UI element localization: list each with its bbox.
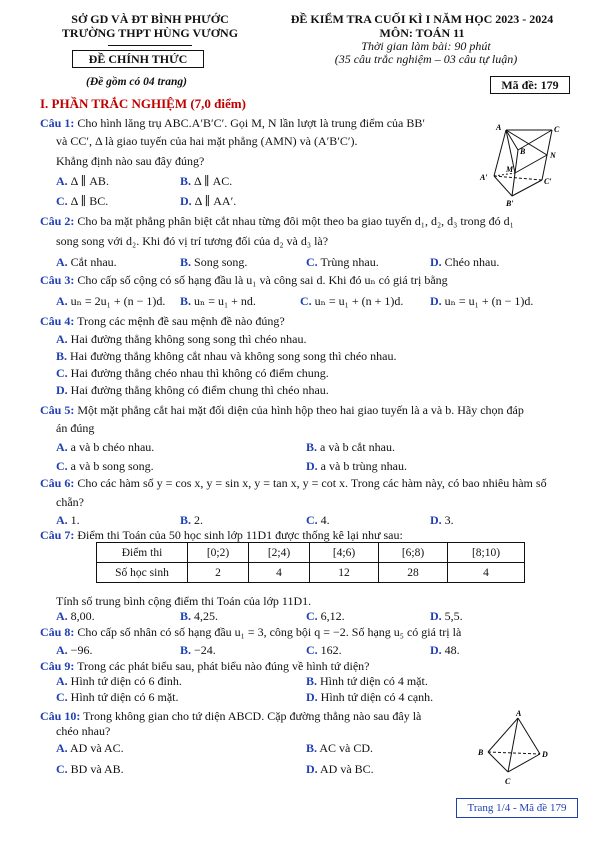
pages-note: (Đề gồm có 04 trang) <box>86 76 187 88</box>
question-10 <box>40 709 480 724</box>
question-text: Tính số trung bình cộng điểm thi Toán của lớp 11D1. <box>56 594 312 608</box>
option-c[interactable]: C. 4. <box>306 513 330 527</box>
question-text: Trong các mệnh đề sau mệnh đề nào đúng? <box>77 314 285 328</box>
option-c[interactable]: C. BD và AB. <box>56 762 124 776</box>
option-d[interactable]: D. Hai đường thẳng không có điểm chung thì chéo nhau. <box>56 383 329 397</box>
question-label: Câu 3: <box>40 273 75 287</box>
option-c[interactable]: C. 6,12. <box>306 609 345 623</box>
question-label: Câu 10: <box>40 709 81 723</box>
tetra-label-c: C <box>505 777 511 786</box>
option-d[interactable]: D. 48. <box>430 643 460 657</box>
table-cell: 4 <box>448 563 525 583</box>
prism-label-b-prime: B′ <box>506 199 514 208</box>
option-a[interactable]: A. AD và AC. <box>56 741 124 755</box>
question-text: Cho cấp số cộng có số hạng đầu là u₁ và công sai d. Khi đó uₙ có giá trị bằng <box>77 273 448 287</box>
option-a[interactable]: A. 8,00. <box>56 609 95 623</box>
table-cell: 12 <box>310 563 379 583</box>
option-b[interactable]: B. uₙ = u₁ + nd. <box>180 294 256 308</box>
table-cell: [2;4) <box>249 543 310 563</box>
option-b[interactable]: B. Hai đường thẳng không cắt nhau và không song song thì chéo nhau. <box>56 349 397 363</box>
option-b[interactable]: B. a và b cắt nhau. <box>306 440 395 454</box>
exam-header <box>282 12 562 40</box>
table-cell: [0;2) <box>188 543 249 563</box>
tetra-label-d: D <box>542 750 548 759</box>
question-2 <box>40 214 580 229</box>
official-badge: ĐỀ CHÍNH THỨC <box>72 50 204 68</box>
option-c[interactable]: C. a và b song song. <box>56 459 154 473</box>
exam-time: Thời gian làm bài: 90 phút <box>361 39 491 53</box>
option-a[interactable]: A. Cắt nhau. <box>56 255 117 269</box>
question-label: Câu 1: <box>40 116 75 130</box>
option-b[interactable]: B. Song song. <box>180 255 248 269</box>
option-b[interactable]: B. Δ ∥ AC. <box>180 174 233 188</box>
score-table <box>96 542 525 583</box>
question-text: Cho ba mặt phẳng phân biệt cắt nhau từng đôi một theo ba giao tuyến d₁, d₂, d₃ trong đó d₁ <box>77 214 514 228</box>
exam-format: (35 câu trắc nghiệm – 03 câu tự luận) <box>334 52 518 66</box>
question-text: chẵn? <box>56 495 84 509</box>
prism-figure <box>476 118 568 210</box>
option-d[interactable]: D. 3. <box>430 513 454 527</box>
option-d[interactable]: D. a và b trùng nhau. <box>306 459 407 473</box>
question-text: Trong các phát biểu sau, phát biểu nào đúng về hình tứ diện? <box>77 659 370 673</box>
prism-label-c-prime: C′ <box>544 177 552 186</box>
question-text: Cho các hàm số y = cos x, y = sin x, y = tan x, y = cot x. Trong các hàm này, có bao nhiêu hàm số <box>77 476 547 490</box>
question-label: Câu 8: <box>40 625 75 639</box>
option-c[interactable]: C. Hình tứ diện có 6 mặt. <box>56 690 179 704</box>
option-a[interactable]: A. uₙ = 2u₁ + (n − 1)d. <box>56 294 166 308</box>
question-label: Câu 7: <box>40 528 75 542</box>
prism-label-m: M <box>506 165 514 174</box>
question-text: Điểm thi Toán của 50 học sinh lớp 11D1 được thống kê lại như sau: <box>77 528 403 542</box>
question-5 <box>40 403 580 418</box>
table-header-cell: Điểm thi <box>97 543 188 563</box>
question-label: Câu 5: <box>40 403 75 417</box>
prism-label-a-prime: A′ <box>480 173 488 182</box>
table-cell: [4;6) <box>310 543 379 563</box>
question-text: Khẳng định nào sau đây đúng? <box>56 154 205 168</box>
option-c[interactable]: C. 162. <box>306 643 342 657</box>
prism-label-c: C <box>554 125 560 134</box>
question-text: Một mặt phẳng cắt hai mặt đối diện của hình hộp theo hai giao tuyến là a và b. Hãy chọn đáp <box>77 403 524 417</box>
question-text: án đúng <box>56 421 95 435</box>
question-label: Câu 4: <box>40 314 75 328</box>
table-row <box>97 543 525 563</box>
question-text: chéo nhau? <box>56 724 111 738</box>
option-d[interactable]: D. Hình tứ diện có 4 cạnh. <box>306 690 434 704</box>
tetra-label-a: A <box>516 709 522 718</box>
option-d[interactable]: D. Δ ∥ AA′. <box>180 194 237 208</box>
option-a[interactable]: A. −96. <box>56 643 93 657</box>
option-a[interactable]: A. Δ ∥ AB. <box>56 174 109 188</box>
prism-label-a: A <box>496 123 502 132</box>
option-d[interactable]: D. Chéo nhau. <box>430 255 500 269</box>
page-footer: Trang 1/4 - Mã đề 179 <box>456 798 578 818</box>
question-4 <box>40 314 580 329</box>
question-7 <box>40 528 580 543</box>
table-cell: [8;10) <box>448 543 525 563</box>
tetra-label-b: B <box>478 748 484 757</box>
option-c[interactable]: C. uₙ = u₁ + (n + 1)d. <box>300 294 404 308</box>
prism-label-b: B <box>520 147 526 156</box>
question-label: Câu 9: <box>40 659 75 673</box>
question-6 <box>40 476 580 491</box>
option-a[interactable]: A. Hai đường thẳng không song song thì chéo nhau. <box>56 332 307 346</box>
option-d[interactable]: D. AD và BC. <box>306 762 374 776</box>
exam-subject: MÔN: TOÁN 11 <box>379 26 465 40</box>
section-title: I. PHẦN TRẮC NGHIỆM (7,0 điểm) <box>40 96 246 111</box>
table-cell: 2 <box>188 563 249 583</box>
question-label: Câu 2: <box>40 214 75 228</box>
question-text: Cho cấp số nhân có số hạng đầu u₁ = 3, công bội q = −2. Số hạng u₅ có giá trị là <box>77 625 462 639</box>
question-3 <box>40 273 580 288</box>
question-8 <box>40 625 580 640</box>
tetrahedron-figure <box>474 708 558 788</box>
question-9 <box>40 659 580 674</box>
department-name: SỞ GD VÀ ĐT BÌNH PHƯỚC <box>71 12 229 26</box>
option-c[interactable]: C. Δ ∥ BC. <box>56 194 109 208</box>
school-name: TRƯỜNG THPT HÙNG VƯƠNG <box>61 26 239 40</box>
school-header <box>40 12 260 40</box>
exam-title: ĐỀ KIỂM TRA CUỐI KÌ I NĂM HỌC 2023 - 2024 <box>290 12 554 26</box>
table-row <box>97 563 525 583</box>
question-text: Trong không gian cho tứ diện ABCD. Cặp đường thẳng nào sau đây là <box>83 709 422 723</box>
table-header-cell: Số học sinh <box>97 563 188 583</box>
header-underline-left <box>108 45 192 46</box>
question-text: song song với d₂. Khi đó vị trí tương đối của d₂ và d₃ là? <box>56 234 329 248</box>
table-cell: 28 <box>379 563 448 583</box>
option-a[interactable]: A. 1. <box>56 513 80 527</box>
question-text: và CC′, Δ là giao tuyến của hai mặt phẳng (AMN) và (A′B′C′). <box>56 134 358 148</box>
option-b[interactable]: B. Hình tứ diện có 4 mặt. <box>306 674 428 688</box>
option-d[interactable]: D. uₙ = u₁ + (n − 1)d. <box>430 294 534 308</box>
table-cell: 4 <box>249 563 310 583</box>
question-label: Câu 6: <box>40 476 75 490</box>
option-b[interactable]: B. −24. <box>180 643 216 657</box>
option-b[interactable]: B. AC và CD. <box>306 741 374 755</box>
option-b[interactable]: B. 2. <box>180 513 204 527</box>
option-c[interactable]: C. Trùng nhau. <box>306 255 379 269</box>
exam-info <box>296 40 556 66</box>
option-a[interactable]: A. a và b chéo nhau. <box>56 440 155 454</box>
prism-label-n: N <box>550 151 556 160</box>
question-text: Cho hình lăng trụ ABC.A′B′C′. Gọi M, N lần lượt là trung điểm của BB′ <box>77 116 426 130</box>
table-cell: [6;8) <box>379 543 448 563</box>
option-c[interactable]: C. Hai đường thẳng chéo nhau thì không có điểm chung. <box>56 366 329 380</box>
option-a[interactable]: A. Hình tứ diện có 6 đỉnh. <box>56 674 182 688</box>
question-1 <box>40 116 470 131</box>
option-b[interactable]: B. 4,25. <box>180 609 219 623</box>
option-d[interactable]: D. 5,5. <box>430 609 463 623</box>
exam-code: Mã đề: 179 <box>490 76 570 94</box>
